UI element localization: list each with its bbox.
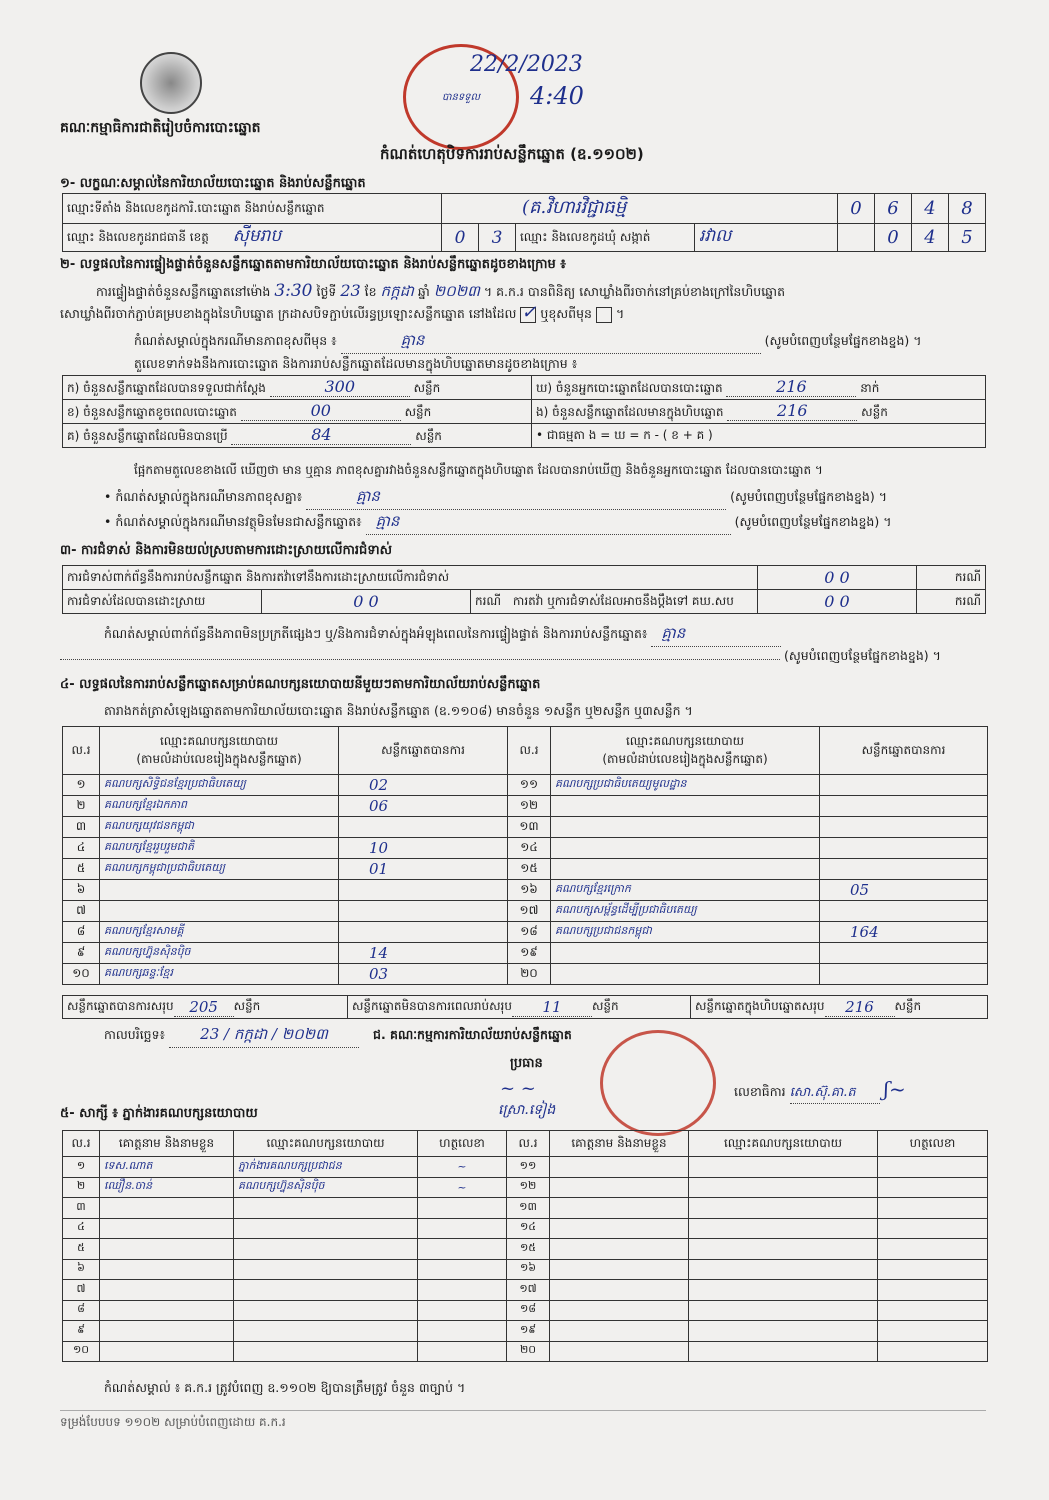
table-row: [63, 1198, 988, 1219]
section3-fill-line: [60, 648, 986, 667]
col-party-title: ឈ្មោះគណបក្សនយោបាយ: [159, 733, 279, 748]
party-votes: [820, 838, 988, 859]
witness-party: [689, 1218, 878, 1239]
party-name: គណបក្សខ្មែរឯកភាព: [100, 796, 339, 817]
table-row: [63, 775, 988, 796]
unit-label: សន្លឹក: [413, 381, 441, 395]
party-votes: 01: [339, 859, 508, 880]
party-name: [100, 880, 339, 901]
row-no: ៧: [63, 1280, 100, 1301]
row-no: ១៥: [507, 1239, 550, 1260]
results-table: [62, 726, 988, 985]
total-box-value: 216: [825, 998, 895, 1017]
section2-para2: សោឃ្លាំងពីរចាក់ភ្ជាប់គម្របខាងក្នុងនៃហិបឆ្នោត ក្រដាសបិទភ្ជាប់លើរន្ធប្រឡោះសន្លឹកឆ្នោត នៅងដែល ✓ ឬខុសពីមុន ។: [60, 301, 625, 323]
row-no: ១២: [508, 796, 551, 817]
party-votes: [820, 775, 988, 796]
province-value: ស៊ីមរាប: [232, 226, 282, 246]
section5-heading: ៥- សាក្សី ៖ ភ្នាក់ងារគណបក្សនយោបាយ: [60, 1106, 258, 1121]
stamp-date: 22/2/2023: [470, 52, 583, 77]
total-box-label: សន្លឹកឆ្នោតក្នុងហិបឆ្នោតសរុប: [695, 999, 825, 1013]
fill-more-note: (សូមបំពេញបន្ថែមផ្នែកខាងខ្នង) ។: [783, 648, 941, 663]
complaint-count: 0 0: [758, 566, 917, 590]
row-no: ១១: [507, 1157, 550, 1178]
chair-label: ប្រធាន: [510, 1056, 543, 1071]
col-no: ល.រ: [63, 727, 100, 775]
table-row: [63, 943, 988, 964]
witness-party: [689, 1300, 878, 1321]
party-name: គណបក្សយុវជនកម្ពុជា: [100, 817, 339, 838]
witness-signature: [878, 1280, 988, 1301]
witness-party: [689, 1177, 878, 1198]
total-invalid-value: 11: [512, 998, 592, 1017]
committee-name: គណៈកម្មាធិការជាតិរៀបចំការបោះឆ្នោត: [60, 120, 261, 136]
unit-label: ករណី: [475, 593, 502, 608]
col-party-sub: (តាមលំដាប់លេខរៀងក្នុងសន្លឹកឆ្នោត): [602, 751, 768, 766]
row-no: ២: [63, 796, 100, 817]
check-time: 3:30: [274, 281, 313, 301]
col-votes: សន្លឹកឆ្នោតបានការ: [339, 727, 508, 775]
footnote: កំណត់សម្គាល់ ៖ គ.ក.រ ត្រូវបំពេញ ឧ.១១០២ ឱ្យបានត្រឹមត្រូវ ចំនួន ៣ច្បាប់ ។: [104, 1380, 466, 1395]
row-no: ៩: [63, 943, 100, 964]
party-votes: [339, 901, 508, 922]
witness-signature: [418, 1341, 507, 1362]
table-row: [63, 964, 988, 985]
witness-signature: [878, 1321, 988, 1342]
witness-signature: [878, 1239, 988, 1260]
station-code-digit: 8: [949, 194, 986, 224]
appeal-label: ការតវ៉ា ឬការជំទាស់ដែលអាចនឹងប្តឹងទៅ គឃ.សប: [512, 593, 734, 608]
party-votes: [339, 817, 508, 838]
party-name: គណបក្សកម្ពុជាប្រជាធិបតេយ្យ: [100, 859, 339, 880]
different-checkbox[interactable]: [596, 307, 612, 323]
witness-name: [100, 1300, 234, 1321]
fill-more-note: (សូមបំពេញបន្ថែមផ្នែកខាងខ្នង) ។: [734, 514, 892, 529]
station-code-digit: 4: [912, 194, 949, 224]
row-no: ៤: [63, 1218, 100, 1239]
formula-note: • ជាធម្មតា ង = ឃ = ក - ( ខ + គ ): [532, 424, 986, 448]
row-no: ៣: [63, 817, 100, 838]
commune-code-digit: 0: [875, 224, 912, 252]
row-no: ១៦: [507, 1259, 550, 1280]
witness-name: [550, 1321, 689, 1342]
spoiled-ballots-value: 00: [241, 401, 401, 421]
note1-line: [134, 331, 921, 354]
witness-signature: [418, 1280, 507, 1301]
col-sign: ហត្ថលេខា: [878, 1131, 988, 1157]
table-row: [63, 1300, 988, 1321]
section1-table: [62, 193, 986, 252]
party-votes: [339, 880, 508, 901]
col-votes: សន្លឹកឆ្នោតបានការ: [820, 727, 988, 775]
row-no: ២០: [508, 964, 551, 985]
party-name: គណបក្សខ្មែរសាមគ្គី: [100, 922, 339, 943]
total-invalid-label: សន្លឹកឆ្នោតមិនបានការពេលរាប់សរុប: [352, 999, 512, 1013]
witness-name: [550, 1239, 689, 1260]
witness-party: [234, 1280, 418, 1301]
check-month: កក្កដា: [380, 282, 414, 300]
witness-name: [100, 1280, 234, 1301]
fill-more-note: (សូមបំពេញបន្ថែមផ្នែកខាងខ្នង) ។: [764, 333, 922, 348]
unused-ballots-label: គ) ចំនួនសន្លឹកឆ្នោតដែលមិនបានប្រើ: [67, 429, 228, 443]
unused-ballots-value: 84: [231, 425, 411, 445]
row-no: ១: [63, 1157, 100, 1178]
row-no: ៧: [63, 901, 100, 922]
row-no: ១៧: [507, 1280, 550, 1301]
table-row: [63, 901, 988, 922]
party-name: គណបក្សប្រជាជនកម្ពុជា: [551, 922, 820, 943]
bullet2-value: គ្មាន: [366, 512, 731, 535]
diff-line: ផ្អែកតាមតួលេខខាងលើ ឃើញថា មាន ឬគ្មាន ភាពខុសគ្នារវាងចំនួនសន្លឹកឆ្នោតក្នុងហិបឆ្នោត ដែលបានរាប់ឃើញ និងចំនួនអ្នកបោះឆ្នោត ដែលបានបោះឆ្នោត ។: [134, 463, 823, 477]
unit-label: សន្លឹក: [591, 999, 619, 1013]
witness-name: [100, 1239, 234, 1260]
row-no: ១៩: [508, 943, 551, 964]
section3-table: [62, 565, 986, 614]
party-votes: 02: [339, 775, 508, 796]
witness-name: ទេស.ណាត: [100, 1157, 234, 1178]
party-votes: 03: [339, 964, 508, 985]
unit-label: សន្លឹក: [233, 999, 261, 1013]
party-name: [551, 964, 820, 985]
check-year: ២០២៣: [433, 282, 480, 300]
unit-label: ករណី: [917, 566, 986, 590]
witness-signature: [878, 1341, 988, 1362]
col-party: ឈ្មោះគណបក្សនយោបាយ: [689, 1131, 878, 1157]
witness-party: [689, 1198, 878, 1219]
witness-signature: [878, 1218, 988, 1239]
voters-voted-label: ឃ) ចំនួនអ្នកបោះឆ្នោតដែលបានបោះឆ្នោត: [536, 381, 723, 395]
unit-label: សន្លឹក: [415, 429, 442, 443]
para2-different: ឬខុសពីមុន: [540, 306, 592, 321]
table-intro: តួលេខទាក់ទងនឹងការបោះឆ្នោត និងការរាប់សន្លឹកឆ្នោតដែលមានក្នុងហិបឆ្នោតមានដូចខាងក្រោម ៖: [134, 356, 578, 371]
complaint-label: ការជំទាស់ពាក់ព័ន្ធនឹងការរាប់សន្លឹកឆ្នោត និងការតវ៉ាទៅនឹងការដោះស្រាយលើការជំទាស់: [63, 566, 758, 590]
row-no: ៨: [63, 922, 100, 943]
witness-name: [100, 1218, 234, 1239]
row-no: ៤: [63, 838, 100, 859]
bullet1-label: • កំណត់សម្គាល់ក្នុងករណីមានភាពខុសគ្នា៖: [104, 489, 303, 504]
unit-label: ករណី: [917, 590, 986, 614]
witness-name: [100, 1198, 234, 1219]
table-row: [63, 1218, 988, 1239]
col-sign: ហត្ថលេខា: [418, 1131, 507, 1157]
witness-party: [234, 1341, 418, 1362]
table-row: [63, 1280, 988, 1301]
secretary-line: [734, 1077, 906, 1104]
row-no: ១៤: [507, 1218, 550, 1239]
witness-table: [62, 1130, 988, 1362]
stamp-received-text: បានទទួល: [441, 91, 481, 103]
party-name: គណបក្សឆន្ទៈខ្មែរ: [100, 964, 339, 985]
row-no: ១១: [508, 775, 551, 796]
party-votes: [820, 964, 988, 985]
commune-value: រវាល: [695, 224, 838, 252]
table-row: [63, 1259, 988, 1280]
party-votes: [820, 796, 988, 817]
witness-party: គណបក្សហ្វ៊ុនស៊ិនប៉ិច: [234, 1177, 418, 1198]
row-no: ៣: [63, 1198, 100, 1219]
col-party: [100, 727, 339, 775]
witness-signature: [418, 1239, 507, 1260]
table-row: [63, 922, 988, 943]
witness-signature: ~: [418, 1157, 507, 1178]
witness-party: [689, 1321, 878, 1342]
province-label: ឈ្មោះ និងលេខកូដរាជធានី ខេត្ត: [67, 230, 209, 244]
row-no: ១៣: [507, 1198, 550, 1219]
province-code-digit: 0: [442, 224, 479, 252]
table-row: [63, 1341, 988, 1362]
secretary-signature: ʃ~: [883, 1077, 906, 1101]
form-title: កំណត់ហេតុបិទការរាប់សន្លឹកឆ្នោត (ឧ.១១០២): [380, 145, 644, 163]
fill-more-note: (សូមបំពេញបន្ថែមផ្នែកខាងខ្នង) ។: [730, 489, 887, 504]
row-no: ១: [63, 775, 100, 796]
para1-c: ខែ: [364, 284, 377, 299]
polling-station-label: ឈ្មោះទីតាំង និងលេខកូដការិ.បោះឆ្នោត និងរាប់សន្លឹកឆ្នោត: [63, 194, 442, 224]
party-votes: 14: [339, 943, 508, 964]
section3-note-value: គ្មាន: [651, 624, 781, 647]
party-votes: [820, 943, 988, 964]
bullet2-line: [104, 512, 891, 535]
row-no: ១៣: [508, 817, 551, 838]
row-no: ១៦: [508, 880, 551, 901]
col-party-sub: (តាមលំដាប់លេខរៀងក្នុងសន្លឹកឆ្នោត): [136, 751, 302, 766]
table-row: [63, 1177, 988, 1198]
witness-party: [689, 1259, 878, 1280]
party-name: [551, 817, 820, 838]
witness-signature: [418, 1198, 507, 1219]
party-votes: 05: [820, 880, 988, 901]
party-name: គណបក្សប្រជាធិបតេយ្យមូលដ្ឋាន: [551, 775, 820, 796]
station-code-digit: 6: [875, 194, 912, 224]
party-name: [551, 796, 820, 817]
col-party: ឈ្មោះគណបក្សនយោបាយ: [234, 1131, 418, 1157]
table-row: [63, 1239, 988, 1260]
table-row: [63, 880, 988, 901]
col-name: គោត្តនាម និងនាមខ្លួន: [100, 1131, 234, 1157]
stamp-time: 4:40: [530, 82, 584, 110]
table-row: [63, 1321, 988, 1342]
totals-row: [62, 995, 988, 1019]
row-no: ១០: [63, 964, 100, 985]
station-code-digit: 0: [838, 194, 875, 224]
unit-label: សន្លឹក: [894, 999, 922, 1013]
witness-party: [689, 1239, 878, 1260]
section4-intro-text: តារាងកត់ត្រាសំឡេងឆ្នោតតាមការិយាល័យបោះឆ្នោត និងរាប់សន្លឹកឆ្នោត (ឧ.១១០៨) មានចំនួន ១សន្លឹក ឬ២សន្លឹក ឬ៣សន្លឹក ។: [104, 703, 693, 718]
party-name: គណបក្សសម្ព័ន្ធដើម្បីប្រជាធិបតេយ្យ: [551, 901, 820, 922]
table-row: [63, 838, 988, 859]
resolved-count: 0 0: [353, 592, 379, 611]
party-name: [551, 859, 820, 880]
witness-party: [234, 1300, 418, 1321]
party-votes: 10: [339, 838, 508, 859]
section2-para1: [96, 281, 996, 304]
para2-text: សោឃ្លាំងពីរចាក់ភ្ជាប់គម្របខាងក្នុងនៃហិបឆ្នោត ក្រដាសបិទភ្ជាប់លើរន្ធប្រឡោះសន្លឹកឆ្នោត នៅងដែល: [60, 306, 517, 321]
section4-heading: ៤- លទ្ធផលនៃការរាប់សន្លឹកឆ្នោតសម្រាប់គណបក្សនយោបាយនីមួយៗតាមការិយាល័យរាប់សន្លឹកឆ្នោត: [60, 677, 541, 692]
witness-name: [100, 1341, 234, 1362]
note1-value: គ្មាន: [341, 331, 761, 354]
col-name: គោត្តនាម និងនាមខ្លួន: [550, 1131, 689, 1157]
party-votes: [339, 922, 508, 943]
party-name: គណបក្សសិទ្ធិជនខ្មែរប្រជាធិបតេយ្យ: [100, 775, 339, 796]
table-row: [63, 817, 988, 838]
form-note: ទម្រង់បែបបទ ១១០២ សម្រាប់បំពេញដោយ គ.ក.រ: [60, 1410, 986, 1432]
date-value: 23 / កក្កដា / ២០២៣: [169, 1025, 359, 1048]
date-line: [104, 1025, 572, 1048]
party-name: [551, 943, 820, 964]
section3-note: [104, 624, 781, 647]
para1-b: ថ្ងៃទី: [316, 284, 337, 299]
committee-emblem-icon: [140, 52, 202, 114]
chair-name: ស្រោ.ទៀង: [498, 1102, 556, 1118]
witness-party: [234, 1259, 418, 1280]
witness-name: [100, 1321, 234, 1342]
witness-signature: [418, 1300, 507, 1321]
appeal-count: 0 0: [758, 590, 917, 614]
section3-heading: ៣- ការជំទាស់ និងការមិនយល់ស្របតាមការដោះស្រាយលើការជំទាស់: [60, 543, 392, 558]
chair-signature: ~ ~: [500, 1078, 536, 1099]
party-name: [551, 838, 820, 859]
witness-signature: [418, 1259, 507, 1280]
check-day: 23: [340, 281, 361, 300]
unit-label: នាក់: [860, 381, 880, 395]
table-row: [63, 859, 988, 880]
witness-signature: [878, 1177, 988, 1198]
witness-name: [100, 1259, 234, 1280]
section2-table: [62, 375, 986, 448]
same-checkbox[interactable]: ✓: [521, 301, 537, 323]
col-party: [551, 727, 820, 775]
row-no: ២: [63, 1177, 100, 1198]
witness-party: [234, 1321, 418, 1342]
witness-name: [550, 1259, 689, 1280]
secretary-name: សោ.ស៊ុ.គា.ត: [790, 1084, 880, 1104]
party-name: គណបក្សខ្មែររួបរួមជាតិ: [100, 838, 339, 859]
col-no: ល.រ: [63, 1131, 100, 1157]
ballots-in-box-value: 216: [727, 401, 857, 421]
ballots-in-box-label: ង) ចំនួនសន្លឹកឆ្នោតដែលមានក្នុងហិបឆ្នោត: [536, 405, 724, 419]
witness-name: ឈឿន.ចាន់: [100, 1177, 234, 1198]
witness-party: [234, 1239, 418, 1260]
witness-name: [550, 1198, 689, 1219]
col-no: ល.រ: [508, 727, 551, 775]
witness-signature: [878, 1259, 988, 1280]
row-no: ២០: [507, 1341, 550, 1362]
witness-signature: [878, 1157, 988, 1178]
office-seal-icon: [600, 1030, 716, 1136]
section4-intro: [104, 703, 693, 722]
row-no: ៦: [63, 880, 100, 901]
witness-party: [689, 1157, 878, 1178]
committee-sign-label: ជ. គណៈកម្មការការិយាល័យរាប់សន្លឹកឆ្នោត: [373, 1027, 572, 1042]
bullet2-label: • កំណត់សម្គាល់ក្នុងករណីមានវត្ថុមិនមែនជាសន្លឹកឆ្នោត៖: [104, 514, 362, 529]
unit-label: សន្លឹក: [861, 405, 888, 419]
row-no: ៥: [63, 859, 100, 880]
unit-label: សន្លឹក: [404, 405, 432, 419]
party-votes: [820, 817, 988, 838]
section1-heading: ១- លក្ខណៈសម្គាល់នៃការិយាល័យបោះឆ្នោត និងរាប់សន្លឹកឆ្នោត: [60, 176, 366, 191]
witness-signature: [878, 1300, 988, 1321]
party-votes: 06: [339, 796, 508, 817]
date-label: កាលបរិច្ឆេទ៖: [104, 1027, 166, 1042]
para1-e: ។ គ.ក.រ បានពិនិត្យ សោឃ្លាំងពីរចាក់នៅគ្រប់ខាងក្រៅនៃហិបឆ្នោត: [483, 284, 786, 299]
received-ballots-label: ក) ចំនួនសន្លឹកឆ្នោតដែលបានទទួលជាក់ស្តែង: [67, 381, 266, 395]
party-votes: [820, 859, 988, 880]
para1-d: ឆ្នាំ: [417, 284, 430, 299]
received-ballots-value: 300: [270, 377, 410, 397]
note1-label: កំណត់សម្គាល់ក្នុងករណីមានភាពខុសពីមុន ៖: [134, 333, 337, 348]
witness-party: [689, 1341, 878, 1362]
witness-signature: [418, 1321, 507, 1342]
secretary-label: លេខាធិការ: [734, 1084, 786, 1099]
row-no: ៦: [63, 1259, 100, 1280]
commune-code-digit: 4: [912, 224, 949, 252]
section2-heading: ២- លទ្ធផលនៃការផ្ទៀងផ្ទាត់ចំនួនសន្លឹកឆ្នោតតាមការិយាល័យបោះឆ្នោត និងរាប់សន្លឹកឆ្នោតដូចខាងក្រោម ៖: [60, 257, 566, 272]
province-code-digit: 3: [479, 224, 516, 252]
spoiled-ballots-label: ខ) ចំនួនសន្លឹកឆ្នោតខូចពេលបោះឆ្នោត: [67, 405, 237, 419]
witness-signature: [878, 1198, 988, 1219]
party-votes: 164: [820, 922, 988, 943]
commune-code-digit: 5: [949, 224, 986, 252]
row-no: ១៨: [508, 922, 551, 943]
col-no: ល.រ: [507, 1131, 550, 1157]
resolved-label: ការជំទាស់ដែលបានដោះស្រាយ: [63, 590, 262, 614]
party-name: [100, 901, 339, 922]
row-no: ៩: [63, 1321, 100, 1342]
witness-name: [550, 1177, 689, 1198]
bullet1-line: [104, 487, 887, 510]
witness-name: [550, 1218, 689, 1239]
witness-signature: [418, 1218, 507, 1239]
row-no: ១៩: [507, 1321, 550, 1342]
row-no: ១២: [507, 1177, 550, 1198]
para1-a: ការផ្ទៀងផ្ទាត់ចំនួនសន្លឹកឆ្នោតនៅម៉ោង: [96, 284, 271, 299]
witness-name: [550, 1157, 689, 1178]
witness-party: [689, 1280, 878, 1301]
row-no: ១០: [63, 1341, 100, 1362]
witness-party: [234, 1218, 418, 1239]
party-name: គណបក្សខ្មែរក្រោក: [551, 880, 820, 901]
witness-party: ភ្នាក់ងារគណបក្សប្រជាជន: [234, 1157, 418, 1178]
row-no: ៨: [63, 1300, 100, 1321]
bullet1-value: គ្មាន: [306, 487, 726, 510]
total-valid-value: 205: [174, 998, 234, 1017]
table-row: [63, 796, 988, 817]
row-no: ១៤: [508, 838, 551, 859]
col-party-title: ឈ្មោះគណបក្សនយោបាយ: [625, 733, 745, 748]
witness-name: [550, 1300, 689, 1321]
row-no: ១៥: [508, 859, 551, 880]
party-name: គណបក្សហ្វ៊ុនស៊ិនប៉ិច: [100, 943, 339, 964]
witness-name: [550, 1280, 689, 1301]
row-no: ១៨: [507, 1300, 550, 1321]
row-no: ១៧: [508, 901, 551, 922]
total-valid-label: សន្លឹកឆ្នោតបានការសរុប: [67, 999, 174, 1013]
witness-name: [550, 1341, 689, 1362]
party-votes: [820, 901, 988, 922]
commune-label: ឈ្មោះ និងលេខកូដឃុំ សង្កាត់: [516, 224, 695, 252]
witness-signature: ~: [418, 1177, 507, 1198]
polling-station-value: (គ.វិហារវិជ្ជាធម្មិ: [442, 194, 838, 224]
table-row: [63, 1157, 988, 1178]
section3-note-label: កំណត់សម្គាល់ពាក់ព័ន្ធនឹងភាពមិនប្រក្រតីផ្សេងៗ ឬ/និងការជំទាស់ក្នុងអំឡុងពេលនៃការផ្ទៀងផ្ទាត់ និងការរាប់សន្លឹកឆ្នោត៖: [104, 626, 648, 641]
voters-voted-value: 216: [726, 377, 856, 397]
row-no: ៥: [63, 1239, 100, 1260]
witness-party: [234, 1198, 418, 1219]
